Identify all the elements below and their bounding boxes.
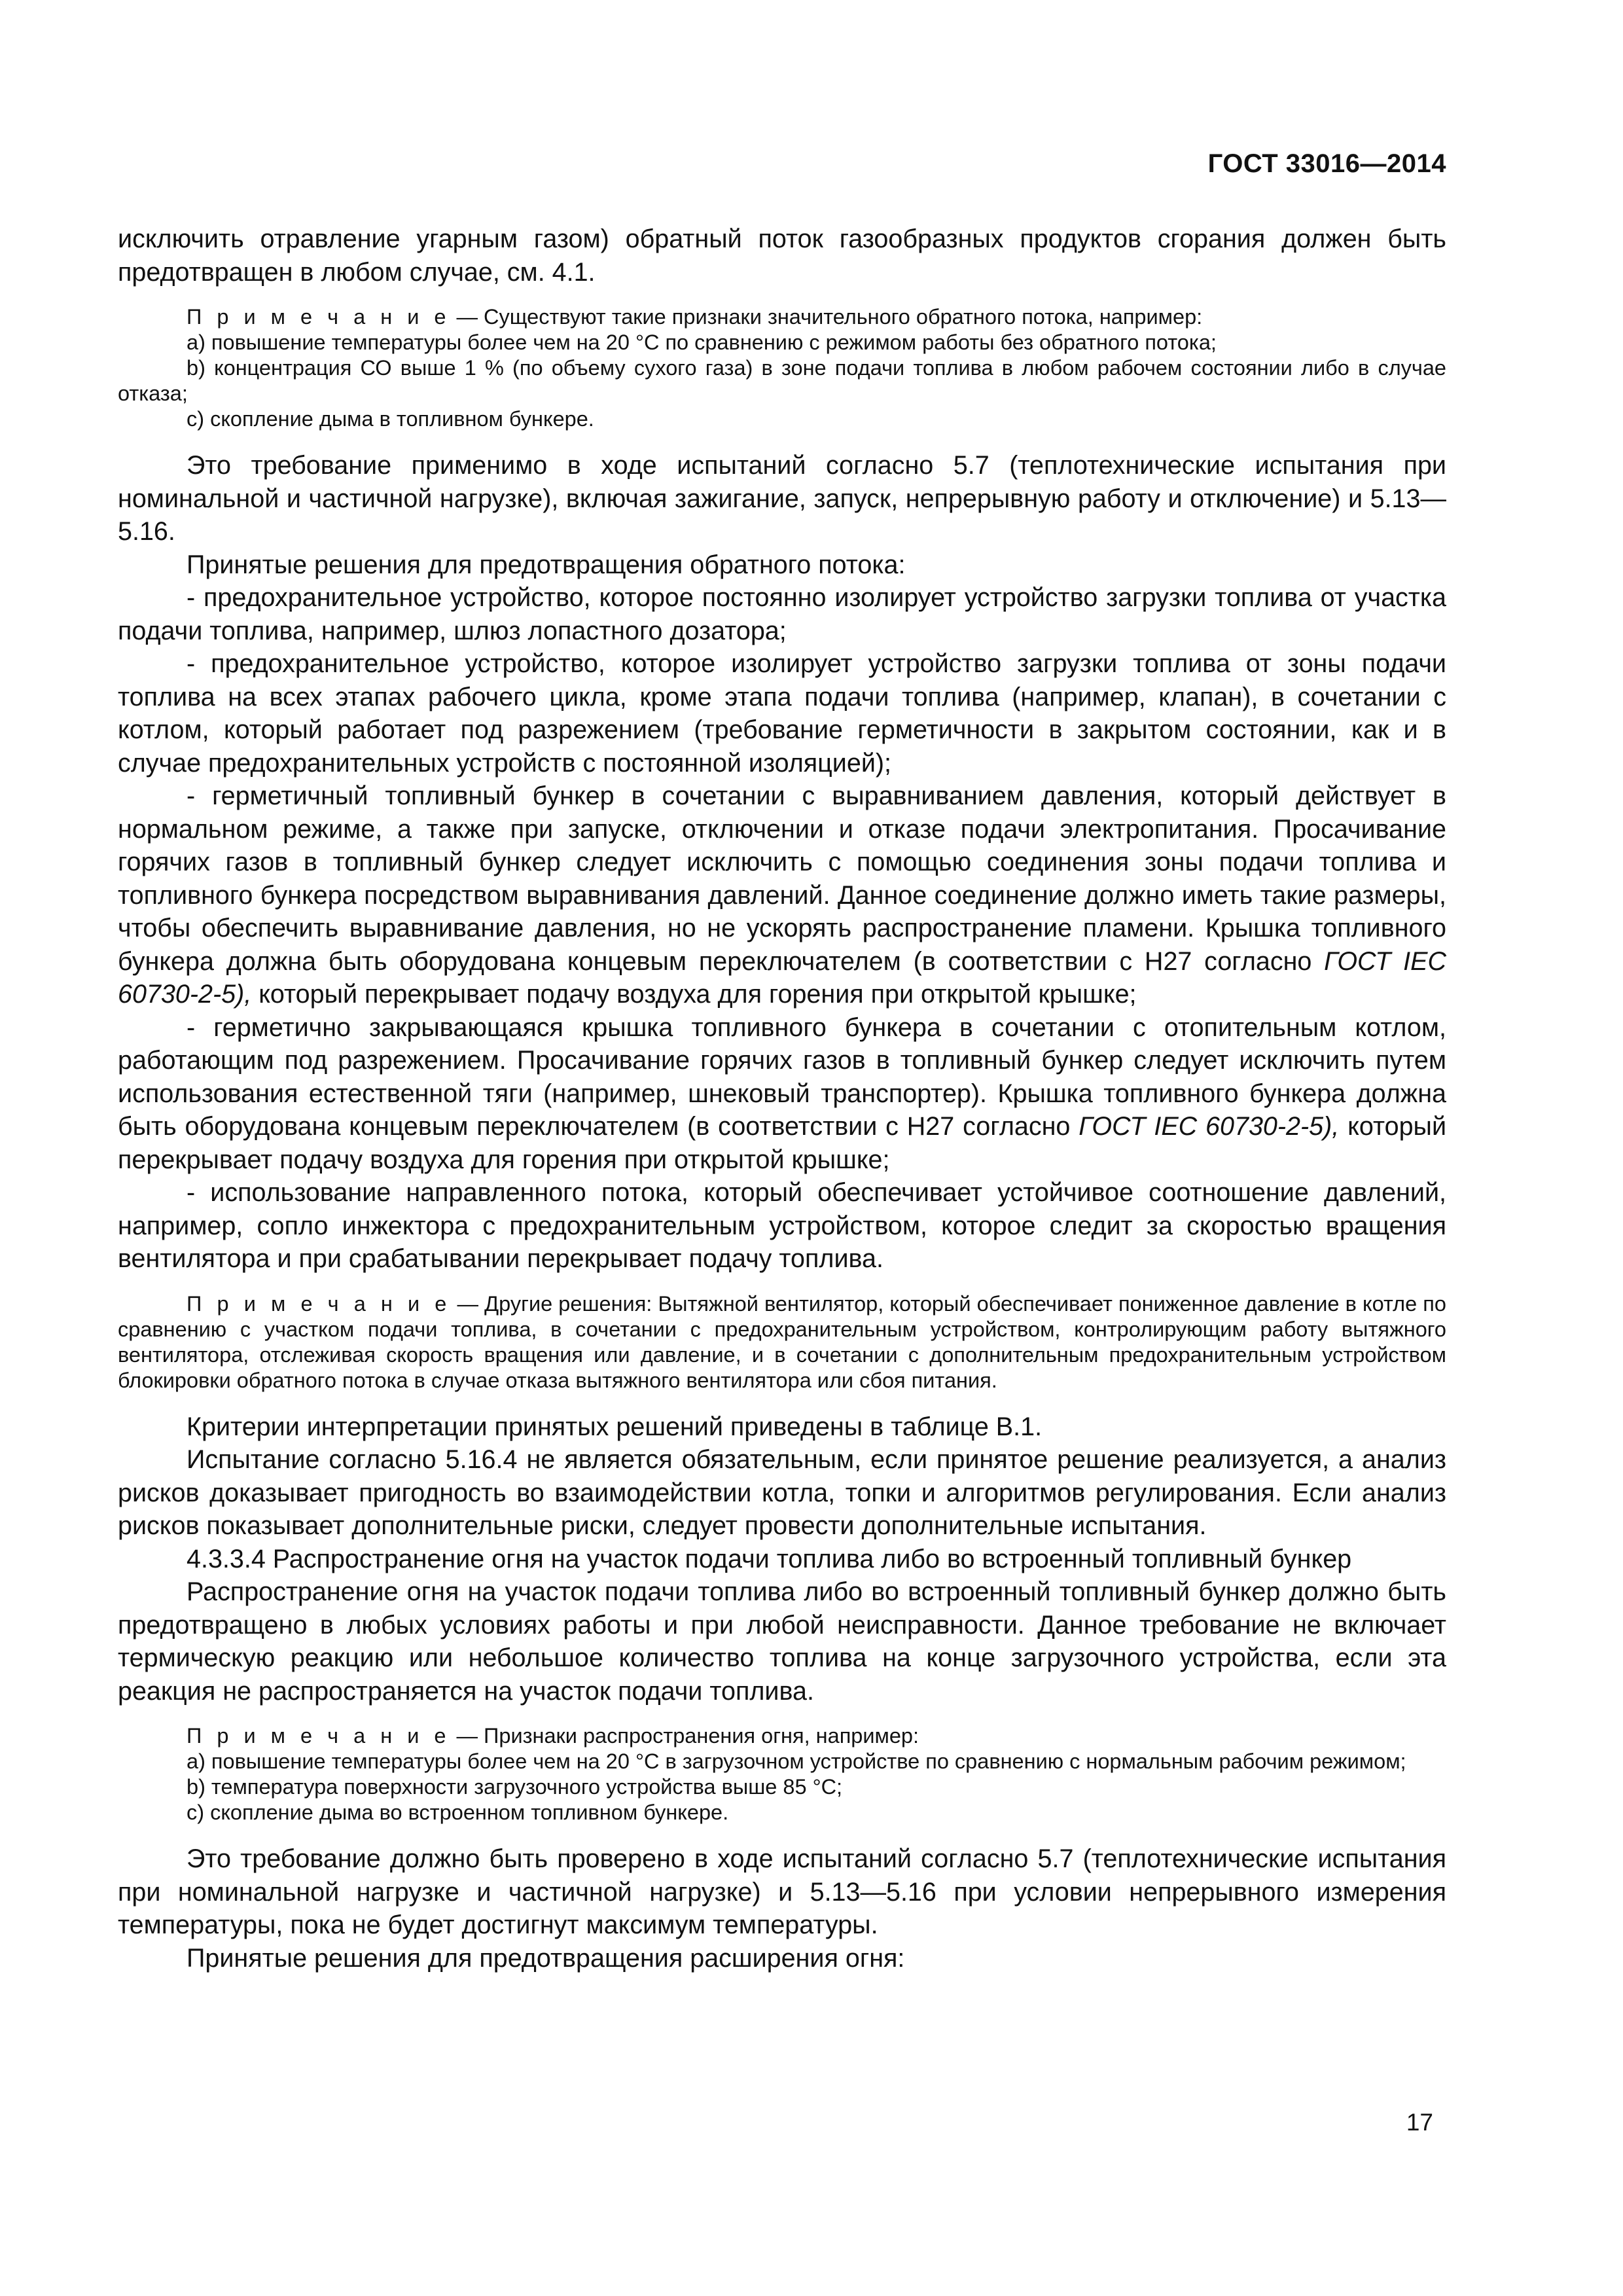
note-3-intro bbox=[118, 1723, 1446, 1749]
section-heading-4-3-3-4: 4.3.3.4 Распространение огня на участок подачи топлива либо во встроенный топливный бункер bbox=[187, 1544, 1352, 1573]
standard-reference: ГОСТ IEC 60730-2-5), bbox=[1079, 1112, 1340, 1141]
note-2 bbox=[118, 1291, 1446, 1393]
note-2-text: — Другие решения: Вытяжной вентилятор, который обеспечивает пониженное давление в котле по сравнению с участком подачи топлива, в сочетании с предохранительным устройством, контролирующим работу вытяжного вентилятора, отслеживая скорость вращения или давление, и в сочетании с дополнительным предохранительным устройством блокировки обратного потока в случае отказа вытяжного вентилятора или сбоя питания. bbox=[118, 1291, 1446, 1392]
note-2-body bbox=[118, 1291, 1446, 1393]
note-3-item-c: c) скопление дыма во встроенном топливном бункере. bbox=[187, 1801, 729, 1824]
note-label: П р и м е ч а н и е bbox=[187, 1724, 451, 1748]
list-item-safety-device-permanent: - предохранительное устройство, которое постоянно изолирует устройство загрузки топлива от участка подачи топлива, например, шлюз лопастного дозатора; bbox=[118, 583, 1446, 645]
list-item-sealed-bunker: - герметичный топливный бункер в сочетании с выравниванием давления, который действует в нормальном режиме, а также при запуске, отключении и отказе подачи электропитания. Просачивание горячих газов в топливный бункер следует исключить с помощью соединения зоны подачи топлива и топливного бункера посредством выравнивания давлений. Данное соединение должно иметь такие размеры, чтобы обеспечить выравнивание давления, но не ускорять распространение пламени. Крышка топливного бункера должна быть оборудована концевым переключателем (в соответствии с Н27 согласно ГОСТ IEC 60730-2-5), который перекрывает подачу воздуха для горения при открытой крышке; bbox=[118, 781, 1447, 1009]
paragraph-criteria: Критерии интерпретации принятых решений приведены в таблице В.1. bbox=[187, 1412, 1043, 1441]
page-number: 17 bbox=[1406, 2109, 1433, 2136]
note-1-text: — Существуют такие признаки значительного обратного потока, например: bbox=[450, 305, 1203, 329]
page-content bbox=[118, 223, 1446, 1975]
note-1 bbox=[118, 304, 1446, 432]
standard-header: ГОСТ 33016—2014 bbox=[1207, 149, 1446, 178]
note-3-item-a: a) повышение температуры более чем на 20 °С в загрузочном устройстве по сравнению с нормальным рабочим режимом; bbox=[187, 1749, 1406, 1773]
paragraph-continuation: исключить отравление угарным газом) обратный поток газообразных продуктов сгорания должен быть предотвращен в любом случае, см. 4.1. bbox=[118, 224, 1446, 287]
paragraph-fire-spread: Распространение огня на участок подачи топлива либо во встроенный топливный бункер должно быть предотвращено в любых условиях работы и при любой неисправности. Данное требование не включает термическую реакцию или небольшое количество топлива на конце загрузочного устройства, если эта реакция не распространяется на участок подачи топлива. bbox=[118, 1577, 1446, 1706]
paragraph-test-optional: Испытание согласно 5.16.4 не является обязательным, если принятое решение реализуется, а анализ рисков доказывает пригодность во взаимодействии котла, топки и алгоритмов регулирования. Если анализ рисков показывает дополнительные риски, следует провести дополнительные испытания. bbox=[118, 1445, 1446, 1540]
note-1-item-a: a) повышение температуры более чем на 20 °С по сравнению с режимом работы без обратного потока; bbox=[187, 331, 1217, 354]
note-1-intro bbox=[118, 304, 1446, 330]
note-label: П р и м е ч а н и е bbox=[187, 1291, 452, 1316]
note-3-text: — Признаки распространения огня, например: bbox=[450, 1724, 919, 1748]
paragraph-solutions-intro: Принятые решения для предотвращения обратного потока: bbox=[187, 550, 906, 579]
list-item-sealed-lid: - герметично закрывающаяся крышка топливного бункера в сочетании с отопительным котлом, работающим под разрежением. Просачивание горячих газов в топливный бункер следует исключить путем использования естественной тяги (например, шнековый транспортер). Крышка топливного бункера должна быть оборудована концевым переключателем (в соответствии с Н27 согласно ГОСТ IEC 60730-2-5), который перекрывает подачу воздуха для горения при открытой крышке; bbox=[118, 1013, 1447, 1174]
list-item-safety-device-cycle: - предохранительное устройство, которое изолирует устройство загрузки топлива от зоны подачи топлива на всех этапах рабочего цикла, кроме этапа подачи топлива (например, клапан), в сочетании с котлом, который работает под разрежением (требование герметичности в закрытом состоянии, как и в случае предохранительных устройств с постоянной изоляцией); bbox=[118, 649, 1446, 778]
standard-reference: ГОСТ IEC 60730-2-5), bbox=[118, 946, 1447, 1009]
list-item-directed-flow: - использование направленного потока, который обеспечивает устойчивое соотношение давлений, например, сопло инжектора с предохранительным устройством, которое следит за скоростью вращения вентилятора и при срабатывании перекрывает подачу топлива. bbox=[118, 1178, 1446, 1273]
note-label: П р и м е ч а н и е bbox=[187, 305, 451, 329]
note-3-item-b: b) температура поверхности загрузочного устройства выше 85 °С; bbox=[187, 1775, 843, 1799]
paragraph-requirement: Это требование применимо в ходе испытаний согласно 5.7 (теплотехнические испытания при номинальной и частичной нагрузке), включая зажигание, запуск, непрерывную работу и отключение) и 5.13—5.16. bbox=[118, 451, 1446, 546]
note-1-item-b: b) концентрация СО выше 1 % (по объему сухого газа) в зоне подачи топлива в любом рабочем состоянии либо в случае отказа; bbox=[118, 356, 1446, 405]
note-1-item-c: c) скопление дыма в топливном бункере. bbox=[187, 407, 594, 431]
note-3 bbox=[118, 1723, 1446, 1825]
paragraph-requirement-check: Это требование должно быть проверено в ходе испытаний согласно 5.7 (теплотехнические испытания при номинальной нагрузке и частичной нагрузке) и 5.13—5.16 при условии непрерывного измерения температуры, пока не будет достигнут максимум температуры. bbox=[118, 1844, 1446, 1939]
paragraph-fire-solutions-intro: Принятые решения для предотвращения расширения огня: bbox=[187, 1943, 905, 1973]
